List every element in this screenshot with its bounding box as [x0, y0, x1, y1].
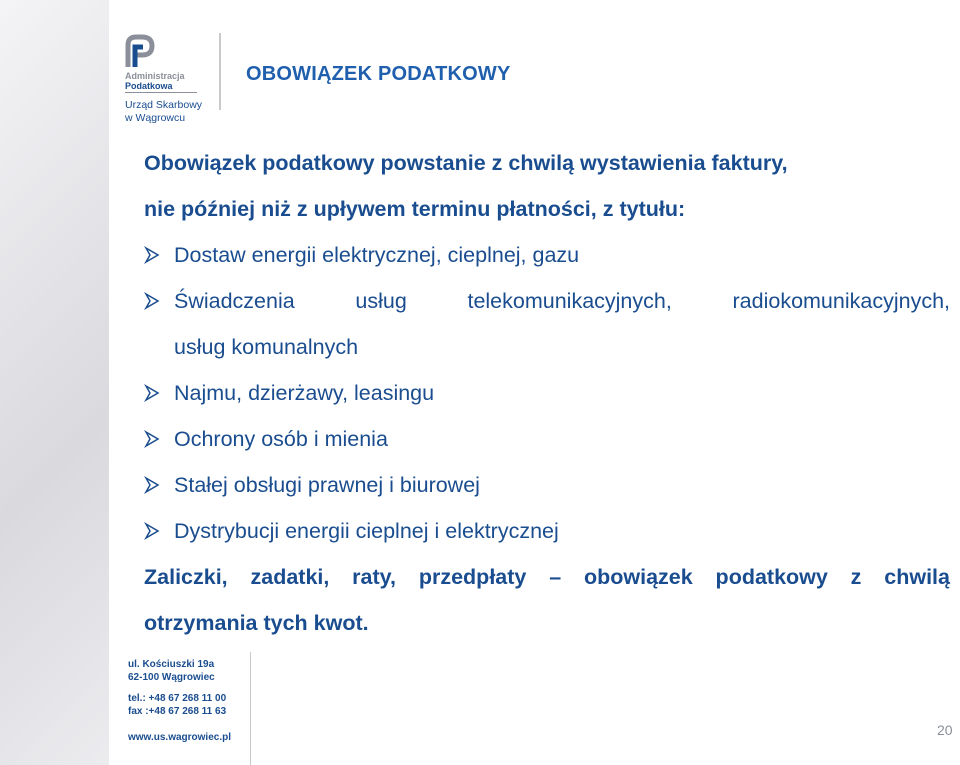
summary-line-2: otrzymania tych kwot. [144, 611, 369, 635]
bullet-text: Dystrybucji energii cieplnej i elektrycznej [174, 519, 559, 543]
phone-number: tel.: +48 67 268 11 00 [128, 693, 227, 704]
arrowhead-bullet-icon [144, 522, 160, 540]
list-item [144, 462, 950, 508]
summary-line-1: Zaliczki, zadatki, raty, przedpłaty – obowiązek podatkowy z chwilą [144, 565, 950, 589]
bullet-text-continued: usług komunalnych [174, 335, 359, 359]
logo-divider [125, 92, 197, 93]
arrowhead-bullet-icon [144, 476, 160, 494]
arrowhead-bullet-icon [144, 292, 160, 310]
header-divider [219, 33, 221, 110]
website-link[interactable]: www.us.wagrowiec.pl [128, 732, 231, 743]
bullet-list [144, 232, 950, 554]
bullet-text: Świadczenia usług telekomunikacyjnych, radiokomunikacyjnych, [174, 289, 950, 313]
list-item [144, 370, 950, 416]
fax-number: fax :+48 67 268 11 63 [128, 706, 227, 717]
list-item [144, 278, 950, 370]
bullet-text: Stałej obsługi prawnej i biurowej [174, 473, 480, 497]
page-number: 20 [937, 722, 953, 738]
list-item [144, 232, 950, 278]
list-item [144, 416, 950, 462]
arrowhead-bullet-icon [144, 246, 160, 264]
list-item [144, 508, 950, 554]
logo-text-line1: Administracja [125, 71, 185, 81]
footer-divider [250, 652, 251, 765]
lead-line-2: nie później niż z upływem terminu płatności, z tytułu: [144, 197, 686, 221]
contact-footer [128, 658, 231, 744]
arrowhead-bullet-icon [144, 430, 160, 448]
address-street: ul. Kościuszki 19a [128, 659, 215, 670]
bullet-text: Ochrony osób i mienia [174, 427, 388, 451]
logo [118, 33, 208, 123]
office-name-line1: Urząd Skarbowy [125, 99, 203, 111]
arrowhead-bullet-icon [144, 384, 160, 402]
address-city: 62-100 Wągrowiec [128, 672, 215, 683]
ap-logo-icon [122, 33, 156, 69]
slide-content [144, 140, 950, 646]
bullet-text: Dostaw energii elektrycznej, cieplnej, gazu [174, 243, 580, 267]
sidebar-decor [0, 0, 109, 765]
lead-line-1: Obowiązek podatkowy powstanie z chwilą wystawienia faktury, [144, 151, 788, 175]
logo-text-line2: Podatkowa [125, 81, 173, 91]
bullet-text: Najmu, dzierżawy, leasingu [174, 381, 435, 405]
page-title: OBOWIĄZEK PODATKOWY [246, 63, 511, 85]
office-name-line2: w Wągrowcu [125, 112, 186, 124]
